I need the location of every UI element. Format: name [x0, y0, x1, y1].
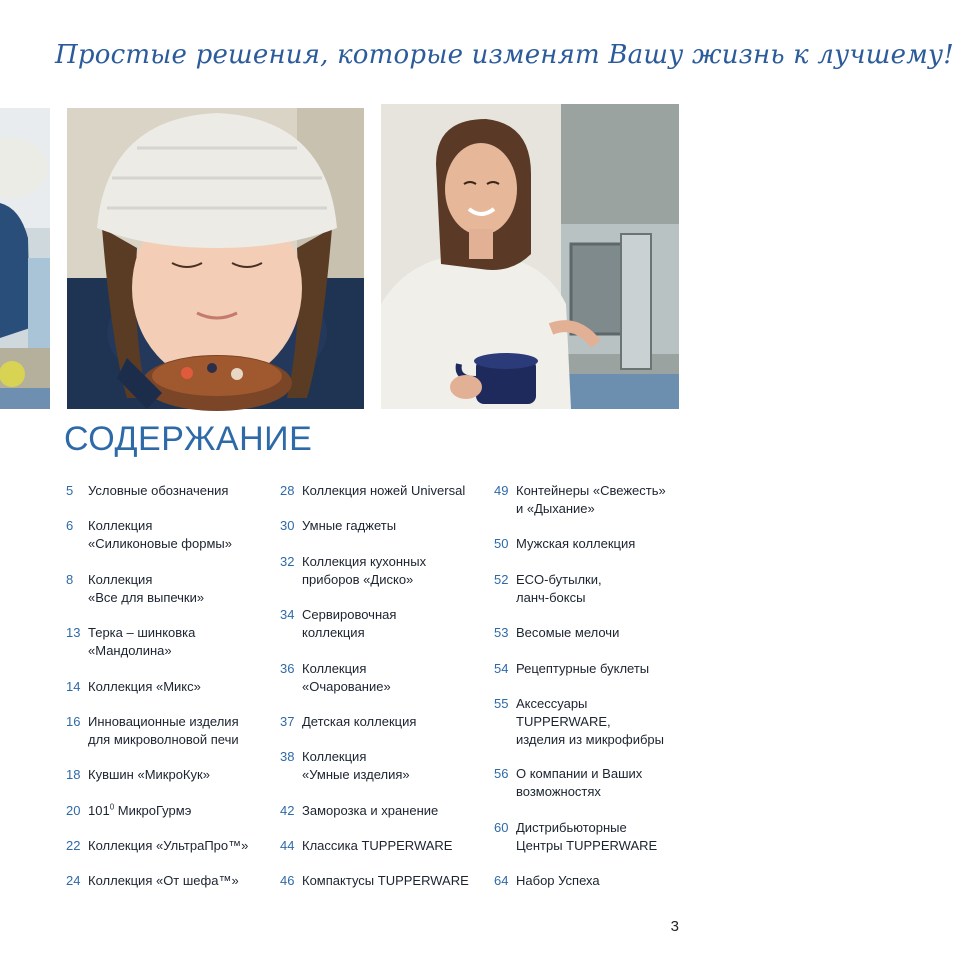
toc-entry[interactable] [494, 624, 619, 642]
toc-entry-page: 50 [494, 536, 509, 552]
toc-entry-page: 60 [494, 819, 509, 835]
toc-entry[interactable] [280, 482, 465, 500]
toc-entry[interactable] [494, 660, 649, 678]
toc-entry[interactable] [280, 553, 426, 589]
toc-entry[interactable] [494, 482, 666, 518]
toc-entry-title: Компактусы TUPPERWARE [302, 873, 469, 889]
toc-entry-page: 38 [280, 749, 295, 765]
toc-entry-page: 5 [66, 483, 74, 498]
toc-entry-title: Коллекция «Микс» [88, 678, 201, 694]
toc-entry-title: Коллекция кухонных приборов «Диско» [302, 553, 427, 587]
toc-entry[interactable] [280, 660, 391, 696]
headline: Простые решения, которые изменят Вашу жизнь к лучшему! [55, 40, 954, 70]
toc-entry-title: Коллекция «От шефа™» [88, 873, 239, 889]
toc-entry[interactable] [280, 872, 469, 890]
toc-entry-title: Коллекция «УльтраПро™» [88, 838, 249, 853]
toc-entry[interactable] [66, 802, 191, 820]
toc-entry-title: Сервировочная коллекция [302, 607, 397, 641]
toc-entry-page: 18 [66, 767, 81, 783]
toc-entry-page: 42 [280, 802, 295, 818]
toc-entry-page: 6 [66, 518, 74, 534]
toc-entry[interactable] [494, 535, 635, 553]
toc-entry-page: 37 [280, 713, 295, 729]
toc-entry[interactable] [66, 678, 201, 696]
toc-entry-title: Коллекция ножей Universal [302, 483, 466, 498]
toc-entry[interactable] [280, 802, 438, 820]
page-number: 3 [670, 918, 679, 935]
photo-girl-with-pastry [67, 108, 364, 409]
toc-entry-page: 56 [494, 766, 509, 782]
toc-entry[interactable] [494, 571, 602, 607]
toc-entry-title: О компании и Ваших возможностях [516, 766, 643, 800]
toc-entry-title: Кувшин «МикроКук» [88, 767, 210, 783]
toc-title: СОДЕРЖАНИЕ [64, 420, 313, 458]
toc-entry-title: Набор Успеха [516, 873, 600, 889]
toc-entry-title: Инновационные изделия для микроволновой печи [88, 713, 239, 747]
toc-entry-page: 28 [280, 483, 295, 498]
toc-entry[interactable] [494, 819, 657, 855]
toc-entry-title: Мужская коллекция [516, 536, 636, 552]
toc-entry-title: ECO-бутылки, ланч-боксы [516, 571, 602, 605]
toc-entry[interactable] [66, 713, 239, 749]
toc-entry[interactable] [280, 748, 410, 784]
toc-entry-page: 24 [66, 873, 81, 889]
toc-entry-title: Условные обозначения [88, 483, 229, 498]
toc-entry[interactable] [66, 571, 204, 607]
toc-entry-title: Коллекция «Очарование» [302, 660, 391, 694]
toc-entry-title: Дистрибьюторные Центры TUPPERWARE [516, 819, 658, 853]
toc-entry-page: 44 [280, 838, 295, 853]
toc-entry-page: 46 [280, 873, 295, 889]
toc-entry-page: 8 [66, 571, 74, 587]
toc-entry-page: 55 [494, 695, 509, 711]
photo-left-cropped [0, 108, 50, 409]
toc-entry-title: $101^0$ МикроГурмэ [88, 802, 192, 818]
toc-entry-page: 14 [66, 678, 81, 694]
toc-entry-page: 53 [494, 625, 509, 641]
toc-entry-page: 52 [494, 571, 509, 587]
toc-entry-title: Рецептурные буклеты [516, 660, 650, 676]
toc-entry[interactable] [66, 482, 228, 500]
toc-entry-page: 13 [66, 625, 81, 641]
toc-entry-page: 34 [280, 607, 295, 623]
toc-entry-title: Коллекция «Умные изделия» [302, 749, 410, 783]
toc-entry-title: Коллекция «Все для выпечки» [88, 571, 205, 605]
toc-entry[interactable] [66, 517, 232, 553]
toc-entry-page: 54 [494, 660, 509, 676]
toc-entry[interactable] [494, 872, 600, 890]
toc-entry[interactable] [66, 872, 239, 890]
toc-entry-title: Заморозка и хранение [302, 802, 439, 818]
toc-entry-page: 64 [494, 873, 509, 889]
toc-entry[interactable] [66, 837, 248, 855]
toc-entry-page: 36 [280, 660, 295, 676]
toc-entry-page: 32 [280, 553, 295, 569]
toc-entry[interactable] [280, 517, 396, 535]
toc-entry-title: Аксессуары TUPPERWARE, изделия из микрофибры [516, 695, 664, 747]
toc-entry-title: Детская коллекция [302, 713, 417, 729]
toc-entry-page: 16 [66, 713, 81, 729]
toc-entry-title: Терка – шинковка «Мандолина» [88, 625, 196, 659]
toc-entry[interactable] [494, 765, 642, 801]
toc-entry[interactable] [280, 606, 396, 642]
toc-entry-title: Контейнеры «Свежесть» и «Дыхание» [516, 483, 666, 516]
toc-entry-page: 22 [66, 838, 81, 853]
toc-entry[interactable] [494, 695, 664, 749]
toc-entry[interactable] [66, 624, 195, 660]
toc-entry-title: Классика TUPPERWARE [302, 838, 453, 853]
toc-entry[interactable] [66, 766, 210, 784]
toc-entry-page: 30 [280, 518, 295, 534]
toc-entry-page: 49 [494, 483, 509, 498]
toc-entry-title: Умные гаджеты [302, 518, 397, 534]
toc-entry-title: Весомые мелочи [516, 625, 620, 641]
toc-entry-page: 20 [66, 802, 81, 818]
toc-entry[interactable] [280, 837, 452, 855]
toc-entry[interactable] [280, 713, 416, 731]
photo-woman-with-container [381, 104, 679, 409]
toc-entry-title: Коллекция «Силиконовые формы» [88, 518, 232, 552]
